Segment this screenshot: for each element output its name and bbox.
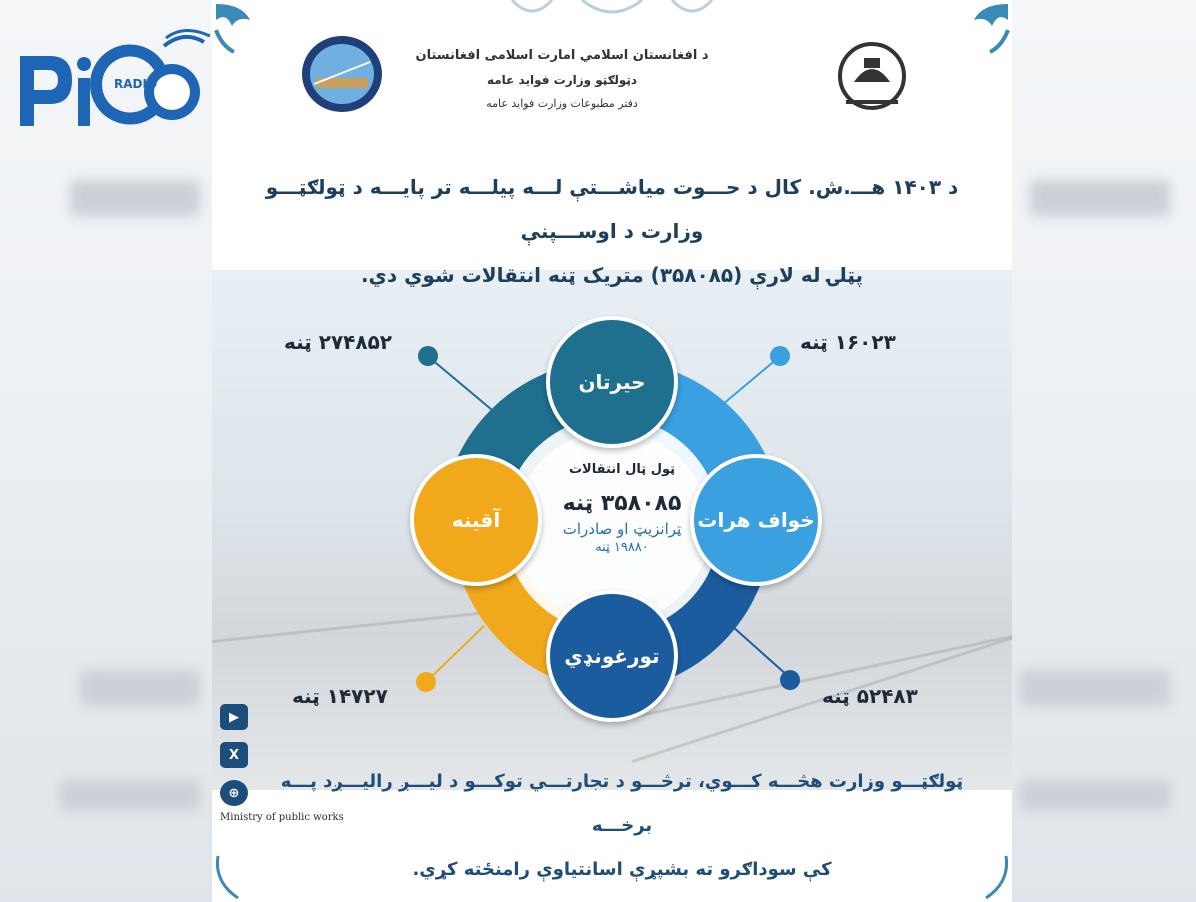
header-line-2: دټولګټو وزارت فواید عامه [486,73,638,87]
amount-hairatan: ۲۷۴۸۵۲ ټنه [284,330,393,354]
blurred-text-left-2 [80,670,200,706]
footer-text [252,760,992,892]
headline-line-2: پټلۍ له لارې (۳۵۸۰۸۵) متریک ټنه انتقالات شوي دي. [360,263,864,287]
youtube-icon[interactable] [220,704,248,730]
amount-khaf-herat: ۱۶۰۲۳ ټنه [800,330,896,354]
emirate-emblem [832,36,912,116]
amount-torghundi: ۵۲۴۸۳ ټنه [822,684,918,708]
center-summary [522,462,722,555]
web-glyph: ⊕ [228,785,240,801]
x-glyph: X [228,747,240,763]
corner-ornament-icon [212,0,290,62]
poster [212,0,1012,902]
header-line-1: د افغانستان اسلامي امارت اسلامی افغانستان [415,48,709,63]
ministry-label: Ministry of public works [220,812,344,823]
blurred-text-right-1 [1030,180,1170,216]
top-ornament-icon [502,0,722,24]
station-torghundi [546,590,678,722]
footer-line-1: ټولګټـــو وزارت هڅـــه کـــوي، ترڅـــو د تجارتـــي توکـــو د لیـــږ رالیـــږد پـــه برخـــه [280,771,964,836]
corner-ornament-icon [934,0,1012,62]
youtube-glyph: ▶ [229,709,239,725]
center-sub-label: ټرانزیټ او صادرات [562,520,682,538]
station-torghundi-label: تورغونډي [564,644,660,668]
web-icon[interactable] [220,780,248,806]
header-line-3: دفتر مطبوعات وزارت فواید عامه [486,97,638,110]
footer-line-2: کې سوداګرو ته بشپړې اسانتیاوې رامنځته کړي. [412,859,832,880]
header-text [412,48,712,110]
station-aqina-label: آقینه [451,508,501,532]
amount-aqina: ۱۴۷۲۷ ټنه [292,684,388,708]
x-icon[interactable] [220,742,248,768]
radio-logo [14,26,214,136]
blurred-text-left-3 [60,780,200,810]
radio-logo-text: RADIO [114,77,158,91]
station-khaf-herat-label: خواف هرات [697,508,815,532]
station-hairatan-label: حیرتان [578,370,646,394]
headline-line-1: د ۱۴۰۳ هـــ.ش. کال د حـــوت میاشـــتې لـــه پیلـــه تر پایـــه د ټولګټـــو وزارت د اوســـپنې [265,175,959,243]
blurred-text-right-2 [1020,670,1170,706]
center-title: ټول ټال انتقالات [568,462,676,477]
center-total: ۳۵۸۰۸۵ ټنه [562,491,682,516]
headline [242,165,982,297]
blurred-text-right-3 [1020,780,1170,810]
blurred-text-left-1 [70,180,200,216]
ministry-seal [300,34,384,114]
center-sub-value: ۱۹۸۸۰ ټنه [595,540,649,555]
station-hairatan [546,316,678,448]
